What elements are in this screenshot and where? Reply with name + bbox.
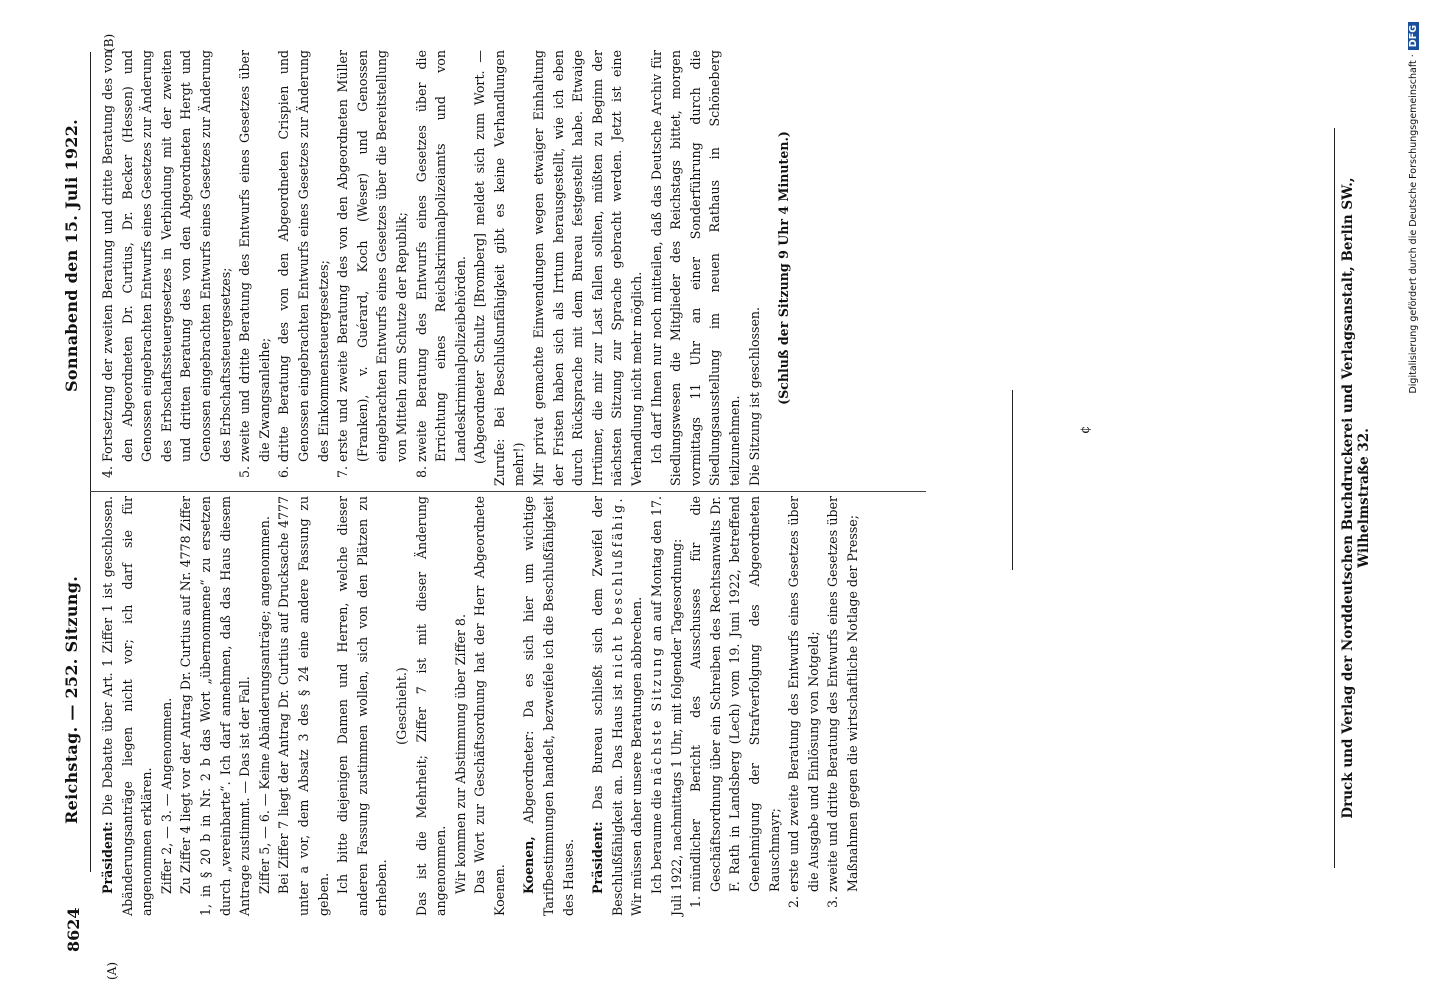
paragraph: Mir privat gemachte Einwendungen wegen etwaiger Einhaltung der Fristen haben sich als Irrtum herausgestellt, wie ich eben durch Rücksprache mit dem Bureau festgestellt habe. Etwaige Irrtümer, die mir zur Last fallen sollten, müßten zu Beginn der nächsten Sitzung zur Sprache gebracht werden. Jetzt ist eine Verhandlung nicht mehr möglich. xyxy=(531,50,645,486)
dfg-logo: DFG xyxy=(1408,22,1419,50)
paragraph: Wir kommen zur Abstimmung über Ziffer 8. xyxy=(452,614,468,894)
digitization-text: Digitalisierung gefördert durch die Deutsche Forschungsgemeinschaft · xyxy=(1408,54,1419,394)
paragraph: Bei Ziffer 7 liegt der Antrag Dr. Curtius auf Drucksache 4777 unter a vor, dem Absatz 3 des § 24 eine andere Fassung zu geben. xyxy=(276,496,331,916)
digitization-note xyxy=(1408,22,1419,982)
page-number: 8624 xyxy=(64,907,83,952)
speaker-name: Koenen, xyxy=(521,836,537,894)
end-rule xyxy=(1012,390,1013,570)
emphasized-text: nächste Sitzung xyxy=(649,645,665,786)
interjection: (Abgeordneter Schultz [Bromberg] meldet sich zum Wort. — Zurufe: Bei Beschlußunfähigkeit gibt es keine Verhandlungen mehr!) xyxy=(472,50,527,486)
speaker-name: Präsident: xyxy=(590,821,606,894)
paragraph: Ziffer 5, — 6. — Keine Abänderungsanträge; angenommen. xyxy=(256,516,272,894)
left-column xyxy=(98,496,898,916)
footer-rule xyxy=(1334,128,1335,868)
header-date: Sonnabend den 15. Juli 1922. xyxy=(62,118,81,392)
paragraph: Ich bitte diejenigen Damen und Herren, welche dieser anderen Fassung zustimmen wollen, sich von den Plätzen zu erheben. xyxy=(335,496,390,916)
paragraph: Das ist die Mehrheit; Ziffer 7 ist mit dieser Änderung angenommen. xyxy=(413,496,449,916)
column-divider xyxy=(90,491,926,492)
list-item: 7. erste und zweite Beratung des von den Abgeordneten Müller (Franken), v. Guérard, Koch (Weser) und Genossen eingebrachten Entwurfs eines Gesetzes über die Bereitstellung von Mitteln zum Schutze der Republik; xyxy=(333,50,411,462)
speaker-name: Präsident: xyxy=(100,821,115,894)
paragraph: Zu Ziffer 4 liegt vor der Antrag Dr. Curtius auf Nr. 4778 Ziffer 1, in § 20 b in Nr. 2 b das Wort „übernommene“ zu ersetzen durch „vereinbarte“. Ich darf annehmen, daß das Haus diesem Antrage zustimmt. — Das ist der Fall. xyxy=(178,496,253,916)
agenda-list xyxy=(98,50,470,486)
scan-mark: ¢ xyxy=(1078,425,1093,434)
closing-note: (Schluß der Sitzung 9 Uhr 4 Minuten.) xyxy=(776,131,792,405)
list-item: 3. zweite und dritte Beratung des Entwurfs eines Gesetzes über Maßnahmen gegen die wirtschaftliche Notlage der Presse; xyxy=(823,496,862,892)
right-column xyxy=(98,50,898,486)
header-rule xyxy=(90,52,91,872)
agenda-list xyxy=(686,496,862,916)
emphasized-text: nicht beschlußfähig. xyxy=(609,495,625,679)
header-title: Reichstag. — 252. Sitzung. xyxy=(62,575,81,824)
paragraph: Präsident: Das Bureau schließt sich dem Zweifel der Beschlußfähigkeit an. Das Haus ist nicht beschlußfähig. Wir müssen daher unsere Beratungen abbrechen. xyxy=(590,495,645,916)
paragraph: Ziffer 2, — 3. — Angenommen. xyxy=(158,697,174,894)
imprint: Druck und Verlag der Norddeutschen Buchdruckerei und Verlagsanstalt, Berlin SW., Wilhelmstraße 32. xyxy=(1340,177,1372,819)
list-item: 2. erste und zweite Beratung des Entwurfs eines Gesetzes über die Ausgabe und Einlösung von Notgeld; xyxy=(784,496,823,892)
list-item: 1. mündlicher Bericht des Ausschusses für die Geschäftsordnung über ein Schreiben des Rechtsanwalts Dr. F. Rath in Landsberg (Lech) vom 19. Juni 1922, betreffend Genehmigung der Strafverfolgung des Abgeordneten Rauschmayr; xyxy=(686,496,784,892)
paragraph: Die Sitzung ist geschlossen. xyxy=(746,306,762,486)
list-item: 8. zweite Beratung des Entwurfs eines Gesetzes über die Errichtung eines Reichskriminalpolizeiamts und von Landeskriminalpolizeibehörden. xyxy=(412,50,471,462)
paragraph: Ich darf Ihnen nur noch mitteilen, daß das Deutsche Archiv für Siedlungswesen die Mitglieder des Reichstags bittet, morgen vormittags 11 Uhr an einer Sonderführung durch die Siedlungsausstellung im neuen Rathaus in Schöneberg teilzunehmen. xyxy=(648,50,742,486)
paragraph: Präsident: Die Debatte über Art. 1 Ziffer 1 ist geschlossen. Abänderungsanträge liegen nicht vor; ich darf sie für angenommen erklären. xyxy=(100,496,155,916)
paragraph: Das Wort zur Geschäftsordnung hat der Herr Abgeordnete Koenen. xyxy=(472,496,507,916)
stage-direction: (Geschieht.) xyxy=(393,667,409,745)
margin-marker-a: (A) xyxy=(105,961,119,980)
margin-marker-b: (B) xyxy=(102,33,116,52)
list-item: 4. Fortsetzung der zweiten Beratung und dritte Beratung des von den Abgeordneten Dr. Curtius, Dr. Becker (Hessen) und Genossen eingebrachten Entwurfs eines Gesetzes zur Änderung des Erbschaftssteuergesetzes in Verbindung mit der zweiten und dritten Beratung des von den Abgeordneten Hergt und Genossen eingebrachten Entwurfs eines Gesetzes zur Änderung des Erbschaftssteuergesetzes; xyxy=(98,50,235,462)
paragraph: Ich beraume die nächste Sitzung an auf Montag den 17. Juli 1922, nachmittags 1 Uhr, mit folgender Tagesordnung: xyxy=(649,496,684,916)
paragraph: Koenen, Abgeordneter: Da es sich hier um wichtige Tarifbestimmungen handelt, bezweifele ich die Beschlußfähigkeit des Hauses. xyxy=(521,496,576,916)
list-item: 6. dritte Beratung des von den Abgeordneten Crispien und Genossen eingebrachten Entwurfs eines Gesetzes zur Änderung des Einkommensteuergesetzes; xyxy=(274,50,333,462)
list-item: 5. zweite und dritte Beratung des Entwurfs eines Gesetzes über die Zwangsanleihe; xyxy=(235,50,274,462)
page-header xyxy=(62,22,88,952)
